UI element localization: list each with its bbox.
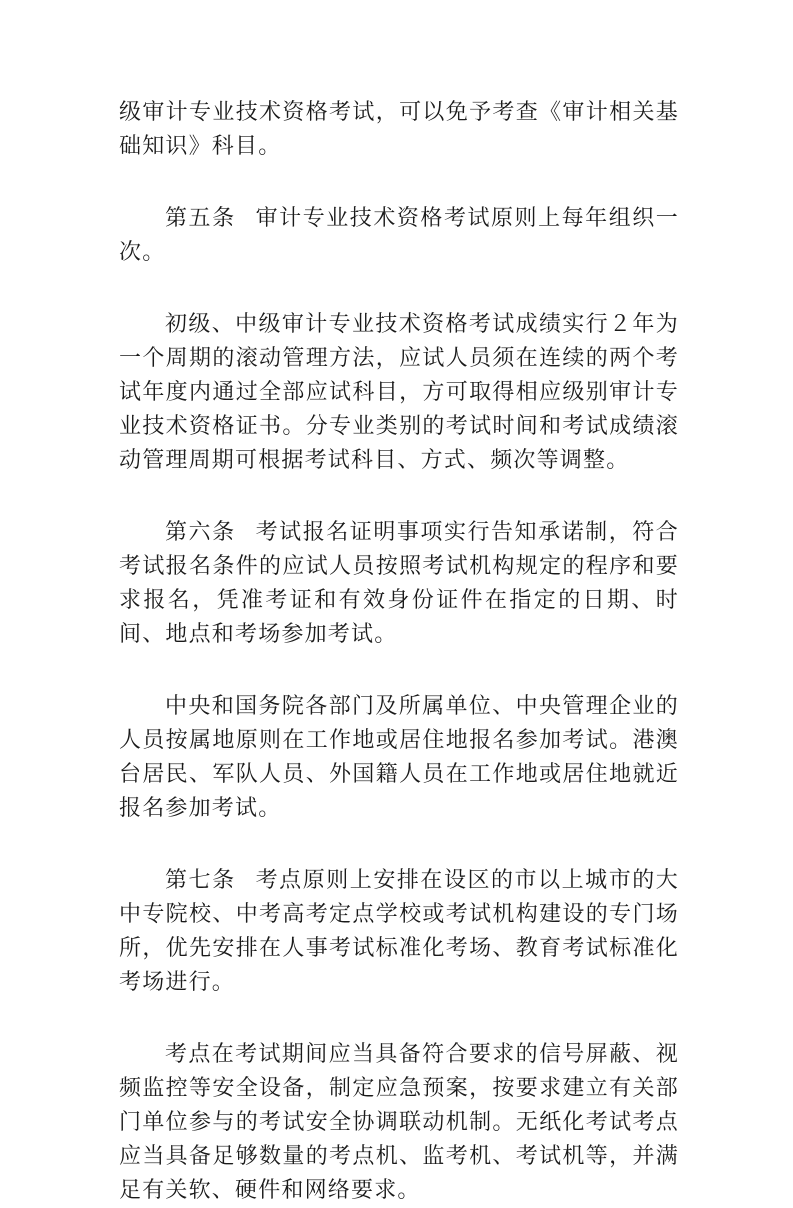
article-number: 第七条 [165,868,236,893]
paragraph-article-6 [119,516,679,652]
document-body [119,96,679,1208]
paragraph-article-7-exam-site-requirements [119,1038,679,1208]
paragraph-article-7 [119,864,679,1000]
paragraph-text: 级审计专业技术资格考试，可以免予考查《审计相关基础知识》科目。 [119,100,679,159]
paragraph-text: 考试报名证明事项实行告知承诺制，符合考试报名条件的应试人员按照考试机构规定的程序和要求报名，凭准考证和有效身份证件在指定的日期、时间、地点和考场参加考试。 [119,520,679,647]
paragraph-article-5-exam-cycle [119,308,679,478]
article-number: 第五条 [165,206,236,231]
paragraph-text: 审计专业技术资格考试原则上每年组织一次。 [119,206,679,265]
paragraph-article-6-registration-location [119,690,679,826]
paragraph-text: 考点原则上安排在设区的市以上城市的大中专院校、中考高考定点学校或考试机构建设的专门场所，优先安排在人事考试标准化考场、教育考试标准化考场进行。 [119,868,679,995]
paragraph-spacing [119,652,679,690]
paragraph-spacing [119,478,679,516]
article-number: 第六条 [165,520,236,545]
paragraph-spacing [119,164,679,202]
paragraph-article-5 [119,202,679,270]
paragraph-text: 考点在考试期间应当具备符合要求的信号屏蔽、视频监控等安全设备，制定应急预案，按要求建立有关部门单位参与的考试安全协调联动机制。无纸化考试考点应当具备足够数量的考点机、监考机、考试机等，并满足有关软、硬件和网络要求。 [119,1042,679,1203]
paragraph-continued-article-4 [119,96,679,164]
paragraph-spacing [119,270,679,308]
paragraph-text: 中央和国务院各部门及所属单位、中央管理企业的人员按属地原则在工作地或居住地报名参加考试。港澳台居民、军队人员、外国籍人员在工作地或居住地就近报名参加考试。 [119,694,679,821]
paragraph-text: 初级、中级审计专业技术资格考试成绩实行２年为一个周期的滚动管理方法，应试人员须在连续的两个考试年度内通过全部应试科目，方可取得相应级别审计专业技术资格证书。分专业类别的考试时间和考试成绩滚动管理周期可根据考试科目、方式、频次等调整。 [119,312,679,473]
paragraph-spacing [119,1000,679,1038]
paragraph-spacing [119,826,679,864]
